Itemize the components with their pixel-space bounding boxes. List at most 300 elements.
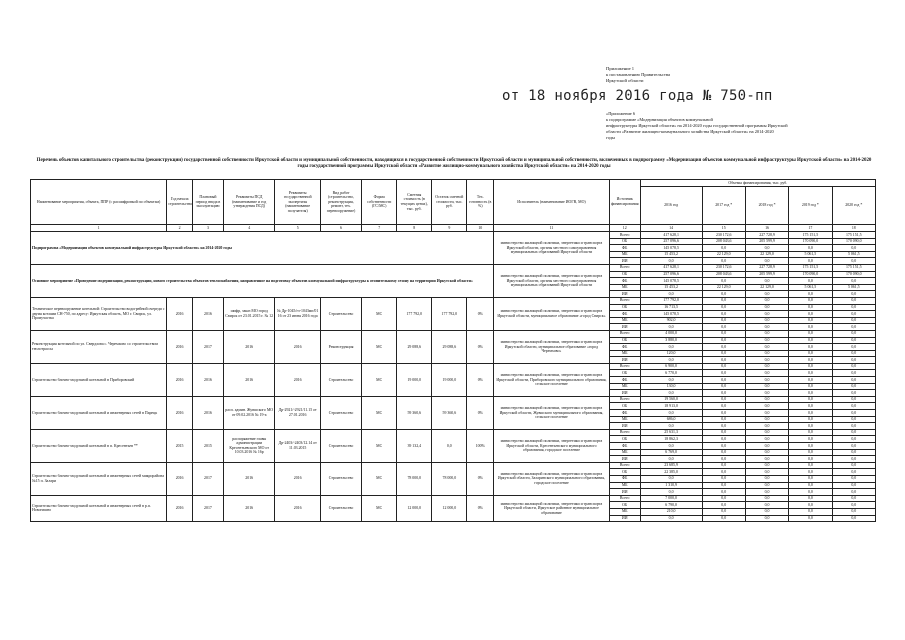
object-psd: расп. админ. Жувшского МО от 09.02.2016 № 19-а bbox=[223, 396, 275, 429]
amount-cell: 0,0 bbox=[832, 489, 875, 496]
decree-stamp: от 18 ноября 2016 года № 750-пп bbox=[502, 88, 773, 104]
table-row bbox=[31, 495, 876, 502]
source-cell: ИИ bbox=[609, 291, 640, 298]
object-readiness: 0% bbox=[467, 330, 494, 363]
amount-cell: 0,0 bbox=[789, 311, 832, 318]
object-start-year: 2016 bbox=[167, 363, 193, 396]
annex-line: годы bbox=[606, 135, 615, 140]
amount-cell: 0,0 bbox=[702, 508, 745, 515]
amount-cell: 0,0 bbox=[702, 456, 745, 463]
amount-cell: 0,0 bbox=[745, 350, 788, 357]
source-cell: ИИ bbox=[609, 390, 640, 397]
amount-cell: 0,0 bbox=[702, 291, 745, 298]
header-executor: Исполнитель (наименование ИОГВ, МО) bbox=[494, 180, 610, 225]
column-number: 12 bbox=[609, 225, 640, 232]
object-psd: 2016 bbox=[223, 330, 275, 363]
appendix-line: к постановлению Правительства bbox=[606, 72, 670, 78]
amount-cell: 0,0 bbox=[789, 429, 832, 436]
amount-cell: 0,0 bbox=[640, 475, 702, 482]
amount-cell: 0,0 bbox=[640, 489, 702, 496]
object-cost: 12 000,0 bbox=[397, 495, 432, 521]
amount-cell: 0,0 bbox=[789, 508, 832, 515]
amount-cell: 0,0 bbox=[832, 258, 875, 265]
column-number: 16 bbox=[745, 225, 788, 232]
object-executor: министерство жилищной политики, энергетики и транспорта Иркутской области, муниципальное образование «город Черемхово» bbox=[494, 330, 610, 363]
appendix-line: Приложение 1 bbox=[606, 66, 635, 71]
column-number: 9 bbox=[432, 225, 467, 232]
amount-cell: 6 770,0 bbox=[640, 370, 702, 377]
object-remaining: 177 792,0 bbox=[432, 297, 467, 330]
object-start-year: 2015 bbox=[167, 429, 193, 462]
amount-cell: 0,0 bbox=[832, 311, 875, 318]
amount-cell: 4 000,0 bbox=[640, 330, 702, 337]
amount-cell: 0,0 bbox=[745, 489, 788, 496]
annex-note bbox=[606, 111, 886, 141]
source-cell: Всего bbox=[609, 297, 640, 304]
amount-cell: 0,0 bbox=[745, 515, 788, 522]
amount-cell: 0,0 bbox=[789, 278, 832, 285]
amount-cell: 0,0 bbox=[789, 350, 832, 357]
amount-cell: 0,0 bbox=[789, 390, 832, 397]
amount-cell: 0,0 bbox=[640, 515, 702, 522]
amount-cell: 0,0 bbox=[832, 475, 875, 482]
object-work-type: Реконструкция bbox=[320, 330, 361, 363]
amount-cell: 0,0 bbox=[702, 363, 745, 370]
amount-cell: 145 078,5 bbox=[640, 278, 702, 285]
object-name: Строительство блочно-модульной котельной в Приборовский bbox=[31, 363, 167, 396]
amount-cell: 0,0 bbox=[832, 390, 875, 397]
column-number: 5 bbox=[275, 225, 320, 232]
object-period: 2017 bbox=[192, 495, 223, 521]
amount-cell: 417 628,1 bbox=[640, 232, 702, 239]
object-psd: 2016 bbox=[223, 495, 275, 521]
object-ownership: МС bbox=[362, 330, 397, 363]
source-cell: ФБ bbox=[609, 443, 640, 450]
amount-cell: 0,0 bbox=[789, 449, 832, 456]
amount-cell: 0,0 bbox=[702, 377, 745, 384]
object-psd: шифр, заказ МО город Свирск от 23.01.2015 г. № 12 bbox=[223, 297, 275, 330]
amount-cell: 0,0 bbox=[702, 410, 745, 417]
header-period: Плановый период ввода в эксплуатацию bbox=[192, 180, 223, 225]
amount-cell: 0,0 bbox=[745, 403, 788, 410]
header-volumes: Объемы финансирования, тыс. руб. bbox=[640, 180, 875, 187]
header-remaining: Остаток сметной стоимости, тыс. руб. bbox=[432, 180, 467, 225]
object-ownership: МС bbox=[362, 297, 397, 330]
amount-cell: 0,0 bbox=[832, 449, 875, 456]
amount-cell: 5 061,5 bbox=[832, 284, 875, 291]
amount-cell: 0,0 bbox=[832, 344, 875, 351]
amount-cell: 18 913,0 bbox=[640, 403, 702, 410]
amount-cell: 0,0 bbox=[832, 337, 875, 344]
object-period: 2016 bbox=[192, 396, 223, 429]
object-ownership: МС bbox=[362, 462, 397, 495]
object-executor: министерство жилищной политики, энергетики и транспорта Иркутской области, муниципальное образование «город Свирск» bbox=[494, 297, 610, 330]
column-number: 17 bbox=[789, 225, 832, 232]
object-psd: 2016 bbox=[223, 462, 275, 495]
source-cell: ФБ bbox=[609, 377, 640, 384]
amount-cell: 0,0 bbox=[702, 370, 745, 377]
amount-cell: 0,0 bbox=[789, 258, 832, 265]
object-work-type: Строительство bbox=[320, 396, 361, 429]
object-remaining: 78 000,0 bbox=[432, 462, 467, 495]
amount-cell: 0,0 bbox=[745, 456, 788, 463]
object-executor: министерство жилищной политики, энергетики и транспорта Иркутской области, Иркутское районное муниципальное образование bbox=[494, 495, 610, 521]
amount-cell: 0,0 bbox=[745, 330, 788, 337]
column-number: 7 bbox=[362, 225, 397, 232]
object-cost: 19 000,0 bbox=[397, 363, 432, 396]
appendix-note bbox=[606, 66, 716, 85]
amount-cell: 0,0 bbox=[640, 456, 702, 463]
object-cost: 59 360,6 bbox=[397, 396, 432, 429]
object-executor: министерство жилищной политики, энергетики и транспорта Иркутской области, Заларинского муниципального образования, городское поселение bbox=[494, 462, 610, 495]
object-start-year: 2016 bbox=[167, 330, 193, 363]
amount-cell: 0,0 bbox=[702, 350, 745, 357]
object-start-year: 2016 bbox=[167, 495, 193, 521]
amount-cell: 0,0 bbox=[745, 482, 788, 489]
amount-cell: 5 061,5 bbox=[789, 284, 832, 291]
header-2016: 2016 год bbox=[640, 187, 702, 225]
object-work-type: Строительство bbox=[320, 363, 361, 396]
amount-cell: 175 151,5 bbox=[832, 232, 875, 239]
column-number: 3 bbox=[192, 225, 223, 232]
column-number: 10 bbox=[467, 225, 494, 232]
amount-cell: 170 090,0 bbox=[832, 271, 875, 278]
amount-cell: 0,0 bbox=[745, 436, 788, 443]
amount-cell: 227 728,9 bbox=[745, 264, 788, 271]
amount-cell: 0,0 bbox=[702, 449, 745, 456]
source-cell: ОБ bbox=[609, 436, 640, 443]
amount-cell: 902,0 bbox=[640, 317, 702, 324]
amount-cell: 22 129,0 bbox=[702, 251, 745, 258]
amount-cell: 0,0 bbox=[745, 410, 788, 417]
amount-cell: 0,0 bbox=[745, 344, 788, 351]
amount-cell: 0,0 bbox=[789, 377, 832, 384]
amount-cell: 0,0 bbox=[789, 344, 832, 351]
source-cell: МБ bbox=[609, 416, 640, 423]
object-name: Строительство блочно-модульной котельной и инженерных сетей в Парецк bbox=[31, 396, 167, 429]
amount-cell: 0,0 bbox=[789, 475, 832, 482]
amount-cell: 0,0 bbox=[745, 317, 788, 324]
amount-cell: 0,0 bbox=[789, 482, 832, 489]
amount-cell: 0,0 bbox=[702, 278, 745, 285]
amount-cell: 205 599,9 bbox=[745, 271, 788, 278]
amount-cell: 0,0 bbox=[789, 304, 832, 311]
amount-cell: 0,0 bbox=[832, 317, 875, 324]
object-expertise: № Др-1045/гэ-1043мп/01 16 от 23 июня 2016 года bbox=[275, 297, 320, 330]
amount-cell: 0,0 bbox=[789, 502, 832, 509]
annex-line: инфраструктуры Иркутской области» на 2014-2020 годы государственной программы Иркутской bbox=[606, 123, 788, 128]
amount-cell: 0,0 bbox=[702, 469, 745, 476]
column-number: 6 bbox=[320, 225, 361, 232]
amount-cell: 686,0 bbox=[640, 416, 702, 423]
source-cell: ОБ bbox=[609, 271, 640, 278]
amount-cell: 0,0 bbox=[702, 515, 745, 522]
amount-cell: 0,0 bbox=[702, 297, 745, 304]
amount-cell: 0,0 bbox=[789, 489, 832, 496]
amount-cell: 0,0 bbox=[702, 357, 745, 364]
source-cell: ИИ bbox=[609, 357, 640, 364]
source-cell: ОБ bbox=[609, 238, 640, 245]
source-cell: Всего bbox=[609, 429, 640, 436]
object-remaining: 29 088,6 bbox=[432, 330, 467, 363]
amount-cell: 23 685,9 bbox=[640, 462, 702, 469]
amount-cell: 0,0 bbox=[789, 396, 832, 403]
amount-cell: 6 900,0 bbox=[640, 363, 702, 370]
amount-cell: 0,0 bbox=[640, 443, 702, 450]
header-expertise: Реквизиты государственной экспертизы (наименование получателя) bbox=[275, 180, 320, 225]
header-2020: 2020 год * bbox=[832, 187, 875, 225]
source-cell: ИИ bbox=[609, 258, 640, 265]
source-cell: МБ bbox=[609, 251, 640, 258]
amount-cell: 175 151,5 bbox=[789, 264, 832, 271]
amount-cell: 0,0 bbox=[640, 324, 702, 331]
header-name: Наименование мероприятия, объекта, ППР (с расшифровкой по объектам) bbox=[31, 180, 167, 225]
amount-cell: 145 078,5 bbox=[640, 311, 702, 318]
source-cell: МБ bbox=[609, 449, 640, 456]
object-ownership: МС bbox=[362, 429, 397, 462]
annex-line: к подпрограмме «Модернизация объектов коммунальной bbox=[606, 117, 713, 122]
source-cell: ОБ bbox=[609, 304, 640, 311]
amount-cell: 0,0 bbox=[745, 383, 788, 390]
table-row bbox=[31, 429, 876, 436]
amount-cell: 0,0 bbox=[832, 423, 875, 430]
header-cost: Сметная стоимость (в текущих ценах), тыс. руб. bbox=[397, 180, 432, 225]
object-expertise: 2016 bbox=[275, 330, 320, 363]
object-period: 2015 bbox=[192, 429, 223, 462]
section-title: Подпрограмма «Модернизация объектов коммунальной инфраструктуры Иркутской области» на 2014-2020 годы bbox=[31, 232, 494, 265]
amount-cell: 0,0 bbox=[745, 337, 788, 344]
source-cell: МБ bbox=[609, 284, 640, 291]
source-cell: ИИ bbox=[609, 456, 640, 463]
amount-cell: 0,0 bbox=[745, 495, 788, 502]
amount-cell: 25 631,3 bbox=[640, 429, 702, 436]
amount-cell: 205 599,9 bbox=[745, 238, 788, 245]
object-executor: министерство жилищной политики, энергетики и транспорта Иркутской области, Жувшского муниципального образования, сельское поселение bbox=[494, 396, 610, 429]
column-number: 14 bbox=[640, 225, 702, 232]
amount-cell: 0,0 bbox=[745, 462, 788, 469]
source-cell: ФБ bbox=[609, 245, 640, 252]
amount-cell: 177 792,0 bbox=[640, 297, 702, 304]
object-cost: 177 792,0 bbox=[397, 297, 432, 330]
amount-cell: 0,0 bbox=[789, 403, 832, 410]
amount-cell: 175 151,5 bbox=[832, 264, 875, 271]
source-cell: ОБ bbox=[609, 403, 640, 410]
amount-cell: 22 129,0 bbox=[745, 284, 788, 291]
amount-cell: 0,0 bbox=[702, 337, 745, 344]
amount-cell: 0,0 bbox=[640, 258, 702, 265]
amount-cell: 0,0 bbox=[832, 377, 875, 384]
column-number: 8 bbox=[397, 225, 432, 232]
amount-cell: 257 096,6 bbox=[640, 271, 702, 278]
header-work: Вид работ (строительство, реконструкция, ремонт, тех. перевооружение) bbox=[320, 180, 361, 225]
amount-cell: 0,0 bbox=[789, 469, 832, 476]
object-work-type: Строительство bbox=[320, 462, 361, 495]
amount-cell: 120,0 bbox=[640, 350, 702, 357]
amount-cell: 0,0 bbox=[702, 311, 745, 318]
amount-cell: 0,0 bbox=[745, 357, 788, 364]
object-start-year: 2016 bbox=[167, 462, 193, 495]
amount-cell: 0,0 bbox=[832, 245, 875, 252]
amount-cell: 0,0 bbox=[832, 416, 875, 423]
amount-cell: 0,0 bbox=[789, 443, 832, 450]
executor-cell: министерство жилищной политики, энергетики и транспорта Иркутской области, органы местного самоуправления муниципальных образований Иркутской области bbox=[494, 232, 610, 265]
object-executor: министерство жилищной политики, энергетики и транспорта Иркутской области, Приборовского муниципального образования, сельское поселение bbox=[494, 363, 610, 396]
object-cost: 39 132,4 bbox=[397, 429, 432, 462]
object-ownership: МС bbox=[362, 495, 397, 521]
amount-cell: 0,0 bbox=[702, 416, 745, 423]
amount-cell: 0,0 bbox=[832, 330, 875, 337]
amount-cell: 0,0 bbox=[745, 245, 788, 252]
amount-cell: 145 078,5 bbox=[640, 245, 702, 252]
amount-cell: 0,0 bbox=[702, 396, 745, 403]
table-row bbox=[31, 330, 876, 337]
amount-cell: 15 453,2 bbox=[640, 251, 702, 258]
amount-cell: 0,0 bbox=[832, 403, 875, 410]
amount-cell: 0,0 bbox=[832, 469, 875, 476]
header-psd: Реквизиты ПСД (наименование и год утверждения ПСД) bbox=[223, 180, 275, 225]
section-title: Основное мероприятие «Проведение модернизации, реконструкции, нового строительства объектов теплоснабжения, направленное на подготовку объектов коммунальной инфраструктуры к отопительному сезону на территории Иркутской области» bbox=[31, 264, 494, 297]
annex-line: области «Развитие жилищно-коммунального хозяйства Иркутской области» на 2014-2020 bbox=[606, 129, 774, 134]
column-number: 1 bbox=[31, 225, 167, 232]
amount-cell: 0,0 bbox=[745, 443, 788, 450]
amount-cell: 16 713,5 bbox=[640, 304, 702, 311]
object-cost: 29 088,6 bbox=[397, 330, 432, 363]
amount-cell: 0,0 bbox=[832, 456, 875, 463]
object-expertise: 2016 bbox=[275, 462, 320, 495]
amount-cell: 0,0 bbox=[702, 344, 745, 351]
amount-cell: 0,0 bbox=[702, 390, 745, 397]
amount-cell: 0,0 bbox=[832, 363, 875, 370]
amount-cell: 210,0 bbox=[640, 508, 702, 515]
object-ownership: МС bbox=[362, 396, 397, 429]
object-psd: 2016 bbox=[223, 363, 275, 396]
source-cell: ОБ bbox=[609, 337, 640, 344]
object-remaining: 19 000,0 bbox=[432, 363, 467, 396]
amount-cell: 0,0 bbox=[702, 423, 745, 430]
annex-line: «Приложение 6 bbox=[606, 111, 636, 116]
amount-cell: 0,0 bbox=[702, 330, 745, 337]
amount-cell: 15 453,2 bbox=[640, 284, 702, 291]
amount-cell: 0,0 bbox=[789, 495, 832, 502]
source-cell: МБ bbox=[609, 508, 640, 515]
object-name: Реконструкция котельной по ул. Свердлова с. Черемхово со строительством теплотрассы bbox=[31, 330, 167, 363]
amount-cell: 0,0 bbox=[702, 317, 745, 324]
object-psd: распоряжение главы администрации Кресентьевского МО от 10.03.2016 № 16р bbox=[223, 429, 275, 462]
amount-cell: 0,0 bbox=[832, 383, 875, 390]
object-ownership: МС bbox=[362, 363, 397, 396]
object-remaining: 0,0 bbox=[432, 429, 467, 462]
amount-cell: 0,0 bbox=[640, 390, 702, 397]
amount-cell: 0,0 bbox=[640, 291, 702, 298]
source-cell: ИИ bbox=[609, 515, 640, 522]
amount-cell: 0,0 bbox=[702, 436, 745, 443]
executor-cell: министерство жилищной политики, энергетики и транспорта Иркутской области, органы местного самоуправления муниципальных образований Иркутской области bbox=[494, 264, 610, 297]
object-name: Техническое перевооружение котельной: Строительство водогрейной очереди с двумя котлами СН-750, по адресу: Иркутская область, МО г. Свирск, ул. Промучастка bbox=[31, 297, 167, 330]
source-cell: ОБ bbox=[609, 469, 640, 476]
source-cell: ФБ bbox=[609, 344, 640, 351]
amount-cell: 0,0 bbox=[745, 291, 788, 298]
amount-cell: 3 880,0 bbox=[640, 337, 702, 344]
amount-cell: 0,0 bbox=[789, 363, 832, 370]
header-2018: 2018 год * bbox=[745, 187, 788, 225]
amount-cell: 0,0 bbox=[702, 324, 745, 331]
amount-cell: 0,0 bbox=[640, 357, 702, 364]
source-cell: ИИ bbox=[609, 489, 640, 496]
amount-cell: 0,0 bbox=[832, 508, 875, 515]
amount-cell: 0,0 bbox=[789, 436, 832, 443]
object-start-year: 2016 bbox=[167, 396, 193, 429]
source-cell: Всего bbox=[609, 264, 640, 271]
amount-cell: 0,0 bbox=[789, 317, 832, 324]
object-cost: 78 000,0 bbox=[397, 462, 432, 495]
amount-cell: 0,0 bbox=[832, 350, 875, 357]
amount-cell: 0,0 bbox=[745, 311, 788, 318]
amount-cell: 0,0 bbox=[832, 304, 875, 311]
objects-table bbox=[30, 179, 876, 522]
amount-cell: 0,0 bbox=[702, 475, 745, 482]
amount-cell: 0,0 bbox=[702, 443, 745, 450]
amount-cell: 0,0 bbox=[789, 515, 832, 522]
object-readiness: 0% bbox=[467, 363, 494, 396]
amount-cell: 0,0 bbox=[702, 495, 745, 502]
amount-cell: 0,0 bbox=[832, 291, 875, 298]
amount-cell: 19 560,0 bbox=[640, 396, 702, 403]
header-readiness: Тех. готовность (в %) bbox=[467, 180, 494, 225]
amount-cell: 0,0 bbox=[832, 370, 875, 377]
amount-cell: 0,0 bbox=[745, 370, 788, 377]
amount-cell: 0,0 bbox=[702, 502, 745, 509]
amount-cell: 0,0 bbox=[745, 363, 788, 370]
amount-cell: 0,0 bbox=[745, 423, 788, 430]
table-row bbox=[31, 363, 876, 370]
amount-cell: 0,0 bbox=[832, 410, 875, 417]
source-cell: МБ bbox=[609, 317, 640, 324]
amount-cell: 0,0 bbox=[702, 258, 745, 265]
object-work-type: Строительство bbox=[320, 429, 361, 462]
column-number: 4 bbox=[223, 225, 275, 232]
amount-cell: 6 790,0 bbox=[640, 502, 702, 509]
amount-cell: 0,0 bbox=[745, 377, 788, 384]
table-row bbox=[31, 396, 876, 403]
object-expertise: Др-2403/-2403/12.14 от 11.03.2015 bbox=[275, 429, 320, 462]
amount-cell: 0,0 bbox=[640, 344, 702, 351]
amount-cell: 5 061,5 bbox=[832, 251, 875, 258]
object-period: 2017 bbox=[192, 330, 223, 363]
amount-cell: 208 043,6 bbox=[702, 238, 745, 245]
table-row bbox=[31, 264, 876, 271]
amount-cell: 0,0 bbox=[789, 324, 832, 331]
object-name: Строительство блочно-модульной котельной и инженерных сетей в р.п. Новогишно bbox=[31, 495, 167, 521]
amount-cell: 7 000,0 bbox=[640, 495, 702, 502]
amount-cell: 0,0 bbox=[702, 482, 745, 489]
amount-cell: 0,0 bbox=[702, 429, 745, 436]
source-cell: Всего bbox=[609, 462, 640, 469]
column-number: 18 bbox=[832, 225, 875, 232]
object-readiness: 0% bbox=[467, 297, 494, 330]
object-work-type: Строительство bbox=[320, 297, 361, 330]
appendix-line: Иркутской области bbox=[606, 78, 644, 84]
amount-cell: 1 310,9 bbox=[640, 482, 702, 489]
amount-cell: 0,0 bbox=[789, 370, 832, 377]
source-cell: Всего bbox=[609, 232, 640, 239]
source-cell: Всего bbox=[609, 495, 640, 502]
amount-cell: 0,0 bbox=[832, 436, 875, 443]
amount-cell: 22 129,0 bbox=[745, 251, 788, 258]
amount-cell: 0,0 bbox=[745, 508, 788, 515]
amount-cell: 5 061,5 bbox=[789, 251, 832, 258]
table-row bbox=[31, 297, 876, 304]
amount-cell: 0,0 bbox=[745, 278, 788, 285]
